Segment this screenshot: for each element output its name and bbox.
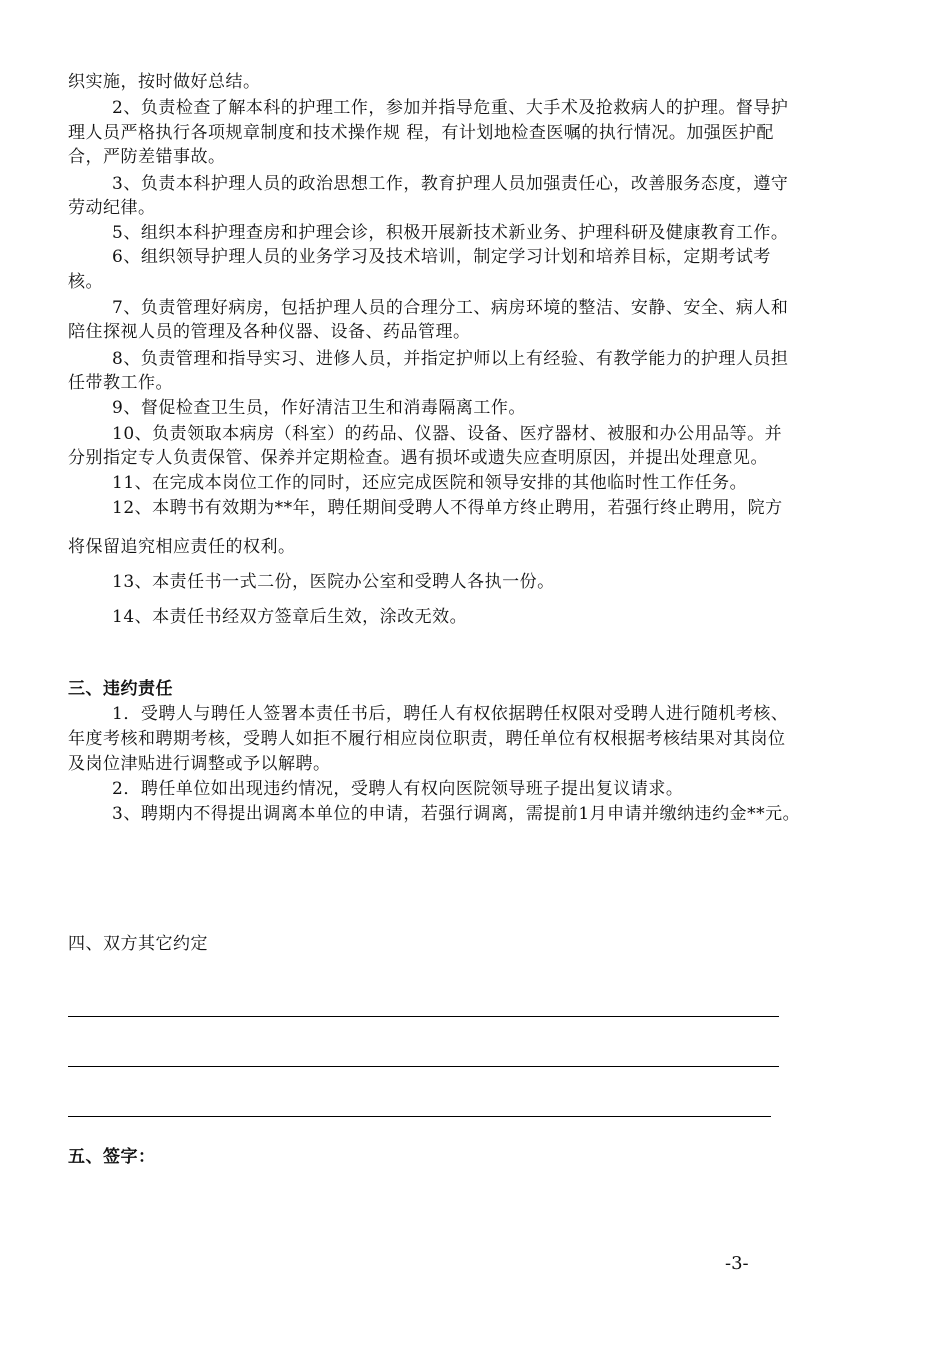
paragraph-line: 8、负责管理和指导实习、进修人员，并指定护师以上有经验、有教学能力的护理人员担 [112,349,789,369]
paragraph-line: 年度考核和聘期考核，受聘人如拒不履行相应岗位职责，聘任单位有权根据考核结果对其岗位 [68,729,786,749]
paragraph-line: 合，严防差错事故。 [68,147,226,167]
paragraph-line: 劳动纪律。 [68,198,156,218]
paragraph-line: 2、负责检查了解本科的护理工作，参加并指导危重、大手术及抢救病人的护理。督导护 [112,98,789,118]
paragraph-line: 2．聘任单位如出现违约情况，受聘人有权向医院领导班子提出复议请求。 [112,779,684,799]
blank-fill-line [68,1116,771,1117]
paragraph-line: 将保留追究相应责任的权利。 [68,537,296,557]
paragraph-line: 11、在完成本岗位工作的同时，还应完成医院和领导安排的其他临时性工作任务。 [112,473,748,493]
section-heading: 五、签字： [68,1147,156,1167]
paragraph-line: 14、本责任书经双方签章后生效，涂改无效。 [112,607,468,627]
paragraph-line: 3、负责本科护理人员的政治思想工作，教育护理人员加强责任心，改善服务态度，遵守 [112,174,789,194]
paragraph-line: 陪住探视人员的管理及各种仪器、设备、药品管理。 [68,322,471,342]
page-number: -3- [725,1253,749,1274]
paragraph-line: 织实施，按时做好总结。 [68,72,261,92]
paragraph-line: 6、组织领导护理人员的业务学习及技术培训，制定学习计划和培养目标，定期考试考 [112,247,771,267]
paragraph-line: 7、负责管理好病房，包括护理人员的合理分工、病房环境的整洁、安静、安全、病人和 [112,298,789,318]
paragraph-line: 12、本聘书有效期为**年，聘任期间受聘人不得单方终止聘用，若强行终止聘用，院方 [112,498,783,518]
paragraph-line: 1．受聘人与聘任人签署本责任书后，聘任人有权依据聘任权限对受聘人进行随机考核、 [112,704,789,724]
paragraph-line: 核。 [68,272,103,292]
paragraph-line: 10、负责领取本病房（科室）的药品、仪器、设备、医疗器材、被服和办公用品等。并 [112,424,783,444]
paragraph-line: 及岗位津贴进行调整或予以解聘。 [68,754,331,774]
blank-fill-line [68,1066,779,1067]
paragraph-line: 3、聘期内不得提出调离本单位的申请，若强行调离，需提前1月申请并缴纳违约金**元。 [112,804,801,824]
section-heading: 四、双方其它约定 [68,934,208,954]
paragraph-line: 分别指定专人负责保管、保养并定期检查。遇有损坏或遗失应查明原因，并提出处理意见。 [68,448,768,468]
paragraph-line: 任带教工作。 [68,373,173,393]
blank-fill-line [68,1016,779,1017]
paragraph-line: 5、组织本科护理查房和护理会诊，积极开展新技术新业务、护理科研及健康教育工作。 [112,223,789,243]
paragraph-line: 13、本责任书一式二份，医院办公室和受聘人各执一份。 [112,572,555,592]
section-heading: 三、违约责任 [68,679,173,699]
paragraph-line: 理人员严格执行各项规章制度和技术操作规 程，有计划地检查医嘱的执行情况。加强医护配 [68,123,774,143]
paragraph-line: 9、督促检查卫生员，作好清洁卫生和消毒隔离工作。 [112,398,526,418]
